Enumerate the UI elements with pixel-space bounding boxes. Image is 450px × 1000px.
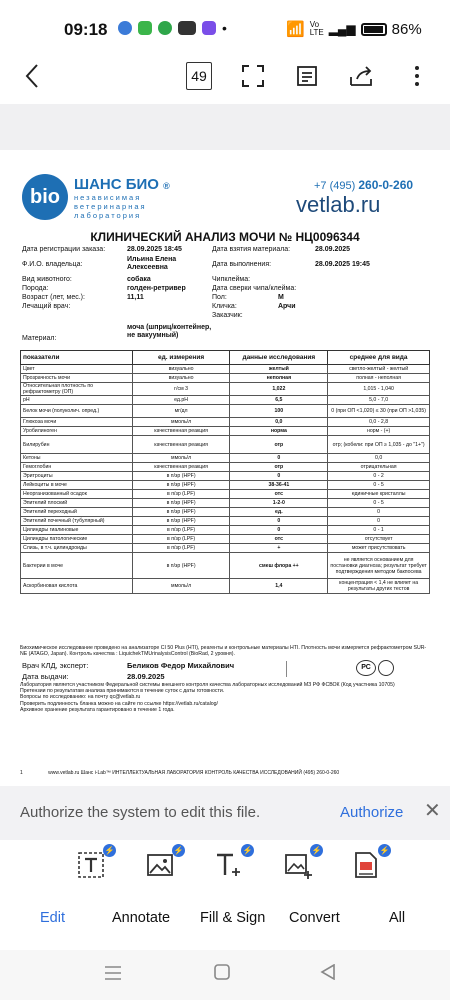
note-line: Вопросы по исследованию: на почту qc@vetlab.ru (20, 694, 141, 701)
more-options-button[interactable] (410, 62, 424, 90)
parameter-cell: Глюкоза мочи (21, 418, 133, 427)
reference-cell: отрицательная (328, 463, 430, 472)
unit-cell: качественная реакция (132, 427, 230, 436)
parameter-cell: Гемоглобин (21, 463, 133, 472)
edit-image-tool[interactable] (145, 846, 184, 884)
field-label: Пол: (212, 294, 227, 301)
method-note: Биохимическое исследование проведено на анализаторе CI 50 Plus (HTI), реагенты и контрольные материалы HTI. Плотность мочи измеряется рефрактометром SUR-NE (ATAGO, Japan). Контроль качества : LiquichekTMUrinalysisControl (BioRad, 2 уровня). (20, 645, 427, 658)
parameter-cell: Слизь, в т.ч. цилиндроиды (21, 544, 133, 553)
parameter-cell: Эпителий переходный (21, 508, 133, 517)
reference-cell: 0,0 (328, 454, 430, 463)
back-nav-button[interactable] (320, 964, 336, 985)
column-header: показатели (21, 351, 133, 365)
parameter-cell: Прозрачность мочи (21, 374, 133, 383)
field-label: Дата взятия материала: (212, 246, 291, 253)
parameter-cell: Эритроциты (21, 472, 133, 481)
recent-apps-button[interactable] (104, 965, 122, 986)
unit-cell: г/см 3 (132, 383, 230, 396)
more-vertical-icon (415, 65, 419, 87)
unit-cell: визуально (132, 365, 230, 374)
parameter-cell: Относительная плотность по рефрактометру (ОП) (21, 383, 133, 396)
note-line: Архивное хранение результата гарантировано в течение 1 года. (20, 706, 175, 713)
unit-cell: в п/зр (LPF) (132, 544, 230, 553)
battery-level: 86% (391, 20, 422, 38)
brand-name: ШАНС БИО ® (74, 176, 170, 193)
unit-cell: в п/зр (LPF) (132, 535, 230, 544)
reference-cell: 0 (при ОП <1,020) ≤ 30 (при ОП >1,035) (328, 405, 430, 418)
edit-tools-bar (0, 840, 450, 900)
parameter-cell: pH (21, 396, 133, 405)
home-button[interactable] (214, 964, 230, 985)
parameter-cell: Кетоны (21, 454, 133, 463)
reference-cell: 0 - 5 (328, 481, 430, 490)
app-notification-icon (118, 21, 132, 35)
field-value: Арчи (278, 303, 296, 310)
result-cell: 0 (230, 454, 328, 463)
reference-cell: норм - (+) (328, 427, 430, 436)
column-header: среднее для вида (328, 351, 430, 365)
parameter-cell: Цилиндры патологические (21, 535, 133, 544)
result-cell: 38-36-41 (230, 481, 328, 490)
unit-cell: качественная реакция (132, 436, 230, 454)
ocr-tool[interactable] (351, 846, 390, 884)
result-cell: 6,5 (230, 396, 328, 405)
lightning-icon: ⚡ (379, 846, 390, 855)
mode-tabs (0, 900, 450, 940)
tab-all[interactable]: All (389, 910, 406, 926)
reference-cell: 0 (328, 508, 430, 517)
result-cell: желтый (230, 365, 328, 374)
document-ocr-icon (351, 850, 381, 880)
table-row (21, 383, 430, 396)
document-page[interactable] (0, 150, 450, 786)
parameter-cell: Эпителий плоский (21, 499, 133, 508)
parameter-cell: Билирубин (21, 436, 133, 454)
table-row (21, 508, 430, 517)
page-number: 49 (191, 68, 207, 84)
clock: 09:18 (64, 20, 108, 39)
column-header: ед. измерения (132, 351, 230, 365)
parameter-cell: Аскорбиновая кислота (21, 579, 133, 594)
unit-cell: ммоль/л (132, 579, 230, 594)
table-row (21, 405, 430, 418)
table-row (21, 427, 430, 436)
table-row (21, 374, 430, 383)
unit-cell: визуально (132, 374, 230, 383)
parameter-cell: Неорганизованный осадок (21, 490, 133, 499)
parameter-cell: Лейкоциты в моче (21, 481, 133, 490)
table-row (21, 436, 430, 454)
document-title: КЛИНИЧЕСКИЙ АНАЛИЗ МОЧИ № НЦ0096344 (90, 230, 360, 244)
table-row (21, 418, 430, 427)
table-row (21, 579, 430, 594)
lightning-icon: ⚡ (242, 846, 253, 855)
field-label: Вид животного: (22, 276, 72, 283)
lightning-icon: ⚡ (173, 846, 184, 855)
more-notifications-icon: • (222, 20, 227, 36)
reference-cell: концентрация < 1,4 не влияет на результаты других тестов (328, 579, 430, 594)
brand-subtitle: независимая ветеринарная лаборатория (74, 193, 147, 220)
unit-cell: ммоль/л (132, 454, 230, 463)
field-label: Лечащий врач: (22, 303, 71, 310)
back-button[interactable] (18, 62, 46, 90)
result-cell: смеш флора ++ (230, 553, 328, 579)
reference-cell: единичные кристаллы (328, 490, 430, 499)
field-label: Дата регистрации заказа: (22, 246, 106, 253)
table-row (21, 526, 430, 535)
text-box-icon (76, 850, 106, 880)
app-notification-icon (158, 21, 172, 35)
reference-cell: светло-желтый - желтый (328, 365, 430, 374)
signal-icon: ▂▄▆ (328, 22, 356, 36)
column-header: данные исследования (230, 351, 328, 365)
lab-notes (20, 682, 430, 713)
reader-mode-button[interactable] (294, 62, 320, 90)
reference-cell: отсутствует (328, 535, 430, 544)
unit-cell: ед.pH (132, 396, 230, 405)
parameter-cell: Цвет (21, 365, 133, 374)
result-cell: неполная (230, 374, 328, 383)
lab-phone: +7 (495) 260-0-260 (314, 178, 414, 192)
tab-fill-sign[interactable]: Fill & Sign (200, 910, 266, 926)
result-cell: отс (230, 490, 328, 499)
table-row (21, 472, 430, 481)
reference-cell: 0 - 5 (328, 499, 430, 508)
result-cell: 0,0 (230, 418, 328, 427)
field-value: 28.09.2025 18:45 (127, 246, 182, 253)
triangle-back-icon (320, 964, 336, 980)
table-row (21, 481, 430, 490)
add-image-icon (283, 850, 313, 880)
field-label: Чипклейма: (212, 276, 251, 283)
reference-cell: 5,0 - 7,0 (328, 396, 430, 405)
table-row (21, 365, 430, 374)
unit-cell: в п/зр (HPF) (132, 517, 230, 526)
field-value: 28.09.2025 (315, 246, 351, 253)
page-number-button[interactable] (186, 62, 212, 90)
field-label: Дата выполнения: (212, 261, 272, 268)
result-cell: 1,022 (230, 383, 328, 396)
fullscreen-icon (242, 65, 264, 87)
authorize-button[interactable]: Authorize (340, 804, 404, 821)
unit-cell: в п/зр (HPF) (132, 481, 230, 490)
parameter-cell: Белок мочи (полуколич. опред.) (21, 405, 133, 418)
unit-cell: в п/зр (HPF) (132, 472, 230, 481)
field-label: Ф.И.О. владельца: (22, 261, 83, 268)
unit-cell: качественная реакция (132, 463, 230, 472)
unit-cell: ммоль/л (132, 418, 230, 427)
field-value: голден-ретривер (127, 285, 186, 292)
field-label: Дата сверки чипа/клейма: (212, 285, 297, 292)
table-row (21, 396, 430, 405)
page-footer-text: www.vetlab.ru Шанс i-Lab™ ИНТЕЛЛЕКТУАЛЬНАЯ ЛАБОРАТОРИЯ КОНТРОЛЬ КАЧЕСТВА ИССЛЕДОВАНИЙ (495) 260-0-260 (48, 770, 340, 776)
field-value: моча (шприц/контейнер, не вакуумный) (127, 324, 212, 339)
notification-icons (118, 21, 227, 35)
result-cell: 0 (230, 526, 328, 535)
table-row (21, 454, 430, 463)
brand-logo: bio (22, 174, 68, 220)
page-gap (0, 104, 450, 150)
system-navigation-bar (0, 950, 450, 1000)
note-line: Лаборатория является участником Федеральной системы внешнего контроля качества лабораторных исследований МЗ РФ ФСВОК (Код участника 10705) (20, 682, 395, 688)
reference-cell: 0 - 2 (328, 472, 430, 481)
field-value: собака (127, 276, 151, 283)
reference-cell: 0,0 - 2,8 (328, 418, 430, 427)
parameter-cell: Бактерии в моче (21, 553, 133, 579)
reference-cell: не является основанием для постановки диагноза; результат требует подтверждения методом бакпосева (328, 553, 430, 579)
reader-mode-icon (296, 65, 318, 87)
add-text-icon (214, 850, 244, 880)
table-row (21, 517, 430, 526)
field-value: 11,11 (127, 294, 144, 301)
unit-cell: в п/зр (LPF) (132, 490, 230, 499)
add-image-tool[interactable] (283, 846, 322, 884)
certification-seal (378, 660, 394, 676)
app-notification-icon (178, 21, 196, 35)
table-row (21, 535, 430, 544)
certification-logo: РС (356, 660, 376, 676)
field-value: М (278, 294, 284, 301)
lab-site: vetlab.ru (296, 192, 381, 217)
page-footer-number: 1 (20, 770, 23, 776)
status-bar (0, 0, 450, 60)
share-button[interactable] (348, 62, 376, 90)
edit-text-tool[interactable] (76, 846, 115, 884)
lightning-icon: ⚡ (311, 846, 322, 855)
note-line: Проверить подлинность бланка можно на сайте по ссылке https://vetlab.ru/catalog/ (20, 700, 218, 707)
app-notification-icon (202, 21, 216, 35)
close-icon: ✕ (424, 800, 441, 822)
share-icon (349, 65, 375, 87)
issue-date-label: Дата выдачи: (22, 672, 69, 681)
result-cell: 100 (230, 405, 328, 418)
network-label: Vo LTE (309, 20, 324, 37)
table-row (21, 544, 430, 553)
result-cell: ед. (230, 508, 328, 517)
results-table (20, 350, 430, 594)
unit-cell: в п/зр (HPF) (132, 499, 230, 508)
authorize-message: Authorize the system to edit this file. (20, 804, 261, 821)
chevron-left-icon (24, 63, 40, 89)
top-toolbar (0, 54, 450, 100)
parameter-cell: Эпителий почечный (тубулярный) (21, 517, 133, 526)
field-label: Кличка: (212, 303, 237, 310)
battery-icon (361, 23, 387, 36)
result-cell: 1,4 (230, 579, 328, 594)
app-notification-icon (138, 21, 152, 35)
result-cell: отс (230, 535, 328, 544)
home-square-icon (214, 964, 230, 980)
close-banner-button[interactable] (424, 798, 441, 823)
table-row (21, 463, 430, 472)
tab-annotate[interactable]: Annotate (112, 910, 171, 926)
unit-cell: в п/зр (HPF) (132, 553, 230, 579)
unit-cell: мг/дл (132, 405, 230, 418)
parameter-cell: Цилиндры гиалиновые (21, 526, 133, 535)
reference-cell: 0 - 1 (328, 526, 430, 535)
system-status (286, 20, 422, 38)
doctor-label: Врач КЛД, эксперт: (22, 661, 89, 670)
field-value: 28.09.2025 19:45 (315, 261, 370, 268)
accreditation-stamp (286, 661, 352, 677)
result-cell: отр (230, 463, 328, 472)
field-value: Ильина Елена Алексеевна (127, 256, 177, 271)
reference-cell: 0 (328, 517, 430, 526)
table-row (21, 499, 430, 508)
doctor-name: Беликов Федор Михайлович (127, 661, 235, 670)
reference-cell: может присутствовать (328, 544, 430, 553)
tab-edit[interactable]: Edit (40, 910, 65, 926)
result-cell: отр (230, 436, 328, 454)
unit-cell: в п/зр (HPF) (132, 508, 230, 517)
image-icon (145, 850, 175, 880)
table-row (21, 553, 430, 579)
parameter-cell: Уробилиноген (21, 427, 133, 436)
result-cell: норма (230, 427, 328, 436)
table-row (21, 490, 430, 499)
issue-date: 28.09.2025 (127, 672, 165, 681)
reference-cell: полная - неполная (328, 374, 430, 383)
result-cell: 0 (230, 517, 328, 526)
field-label: Порода: (22, 285, 49, 292)
field-label: Возраст (лет, мес.): (22, 294, 85, 301)
result-cell: 1-2-0 (230, 499, 328, 508)
unit-cell: в п/зр (LPF) (132, 526, 230, 535)
fullscreen-button[interactable] (240, 62, 266, 90)
menu-lines-icon (104, 965, 122, 981)
authorize-banner (0, 786, 450, 840)
reference-cell: отр; (кобели: при ОП ≥ 1,035 - до "1+") (328, 436, 430, 454)
wifi-icon: 📶 (286, 21, 305, 38)
lightning-icon: ⚡ (104, 846, 115, 855)
field-label: Заказчик: (212, 312, 243, 319)
page-footer (20, 770, 430, 776)
table-header-row (21, 351, 430, 365)
result-cell: 0 (230, 472, 328, 481)
tab-convert[interactable]: Convert (289, 910, 340, 926)
field-label: Материал: (22, 335, 57, 342)
reference-cell: 1,015 - 1,040 (328, 383, 430, 396)
note-line: Претензии по результатам анализа принимаются в течение суток с даты готовности. (20, 688, 225, 695)
add-text-tool[interactable] (214, 846, 253, 884)
result-cell: + (230, 544, 328, 553)
